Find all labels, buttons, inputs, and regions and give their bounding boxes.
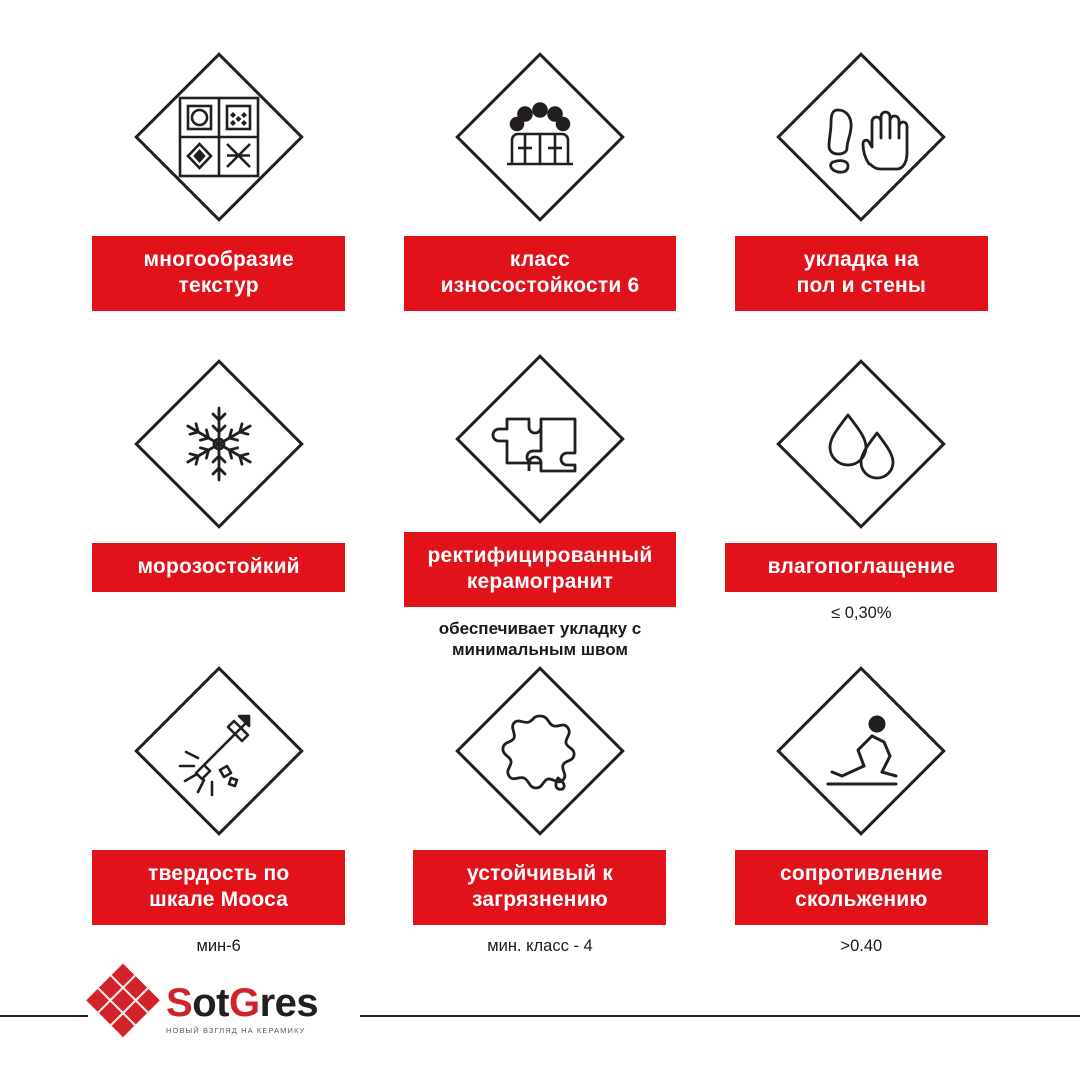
slip-resistance-badge <box>776 666 946 836</box>
feature-label-line2: загрязнению <box>472 888 608 911</box>
feature-subtext: ≤ 0,30% <box>831 604 892 622</box>
feature-label <box>735 236 988 311</box>
feature-label-line2: керамогранит <box>466 570 614 593</box>
mohs-hardness-badge <box>134 666 304 836</box>
frost-resistant-badge <box>134 359 304 529</box>
feature-subtext-line1: обеспечивает укладку с <box>438 619 642 638</box>
feature-label-line2: текстур <box>178 274 259 297</box>
floor-and-wall-icon <box>776 52 946 222</box>
feature-card-water-absorption <box>701 353 1022 660</box>
feature-label <box>92 850 345 925</box>
feature-subtext: мин. класс - 4 <box>487 937 593 955</box>
feature-label <box>404 532 676 607</box>
feature-label-line2: пол и стены <box>796 274 927 297</box>
feature-subtext: >0.40 <box>840 937 883 955</box>
wear-resistance-badge <box>455 52 625 222</box>
wear-resistance-people-icon <box>455 52 625 222</box>
brand-name <box>166 983 318 1023</box>
brand-name-ot: ot <box>192 981 229 1025</box>
feature-label-line1: класс <box>509 248 571 271</box>
feature-label-line2: износостойкости 6 <box>440 274 640 297</box>
feature-label-line1: устойчивый к <box>466 862 614 885</box>
feature-subtext: мин-6 <box>196 937 241 955</box>
feature-label <box>725 543 997 592</box>
feature-label-line2: шкале Мооса <box>149 888 289 911</box>
feature-subtext-line2: минимальным швом <box>451 640 628 659</box>
texture-variety-badge <box>134 52 304 222</box>
feature-label-line1: влагопоглащение <box>767 555 956 578</box>
slip-resistance-icon <box>776 666 946 836</box>
puzzle-icon <box>455 359 625 529</box>
feature-card-rectified <box>379 353 700 660</box>
feature-label-line1: многообразие <box>143 248 294 271</box>
feature-label-line1: укладка на <box>803 248 919 271</box>
brand-name-s: S <box>166 981 193 1025</box>
feature-card-stain-resistance <box>379 660 700 967</box>
feature-label <box>404 236 676 311</box>
feature-card-floor-and-wall <box>701 46 1022 353</box>
floor-and-wall-badge <box>776 52 946 222</box>
brand-tagline: НОВЫЙ ВЗГЛЯД НА КЕРАМИКУ <box>166 1026 306 1035</box>
feature-label <box>92 543 345 592</box>
sotgres-logo-icon <box>79 962 167 1050</box>
feature-card-texture-variety <box>58 46 379 353</box>
feature-label-line1: сопротивление <box>779 862 943 885</box>
feature-label <box>92 236 345 311</box>
stain-resistance-badge <box>455 666 625 836</box>
snowflake-icon <box>134 359 304 529</box>
brand-name-g: G <box>228 981 260 1025</box>
water-absorption-badge <box>776 359 946 529</box>
feature-grid <box>58 46 1022 967</box>
brand-wordmark <box>166 977 318 1035</box>
water-drops-icon <box>776 359 946 529</box>
feature-card-mohs-hardness <box>58 660 379 967</box>
feature-label-line1: морозостойкий <box>137 555 300 578</box>
feature-subtext <box>439 618 642 660</box>
rectified-badge <box>455 359 625 518</box>
texture-variety-icon <box>134 52 304 222</box>
mohs-hardness-pick-icon <box>134 666 304 836</box>
feature-label-line1: ректифицированный <box>427 544 653 567</box>
feature-label <box>735 850 988 925</box>
brand-logo <box>92 975 318 1037</box>
feature-card-slip-resistance <box>701 660 1022 967</box>
footer-divider-right <box>360 1015 1080 1017</box>
feature-label <box>413 850 666 925</box>
stain-resistance-icon <box>455 666 625 836</box>
footer-divider-left <box>0 1015 88 1017</box>
feature-label-line2: скольжению <box>795 888 928 911</box>
brand-name-res: res <box>259 981 319 1025</box>
feature-card-frost-resistant <box>58 353 379 660</box>
footer <box>0 975 1080 1065</box>
feature-card-wear-resistance <box>379 46 700 353</box>
feature-label-line1: твердость по <box>147 862 290 885</box>
